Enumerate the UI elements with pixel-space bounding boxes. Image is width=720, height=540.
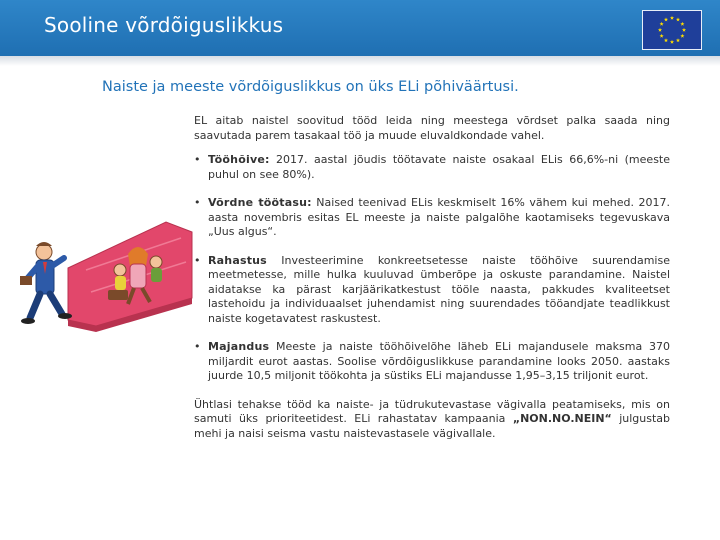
eu-star-icon: [680, 34, 684, 38]
eu-flag-icon: [642, 10, 702, 50]
bullet-item-funding: [194, 254, 670, 327]
bullet-term: Rahastus: [208, 253, 267, 267]
bullet-dot-icon: •: [194, 340, 201, 353]
bullet-dot-icon: •: [194, 196, 201, 209]
bullet-term: Võrdne töötasu:: [208, 196, 312, 209]
closing-paragraph: [194, 398, 670, 442]
header-shadow: [0, 56, 720, 66]
header-bar: [0, 0, 720, 56]
eu-star-icon: [660, 22, 664, 26]
closing-text-end: julgustab mehi ja naisi seisma vastu naistevastasele vägivallale.: [194, 412, 670, 440]
bullet-term: Tööhõive:: [208, 153, 270, 166]
subtitle: Naiste ja meeste võrdõiguslikkus on üks ELi põhiväärtusi.: [102, 79, 519, 95]
eu-star-icon: [664, 17, 668, 21]
eu-star-icon: [670, 40, 674, 44]
cartoon-race-illustration: [16, 208, 206, 358]
eu-star-icon: [658, 28, 662, 32]
bullet-text: Meeste ja naiste tööhõivelõhe läheb ELi majandusele maksma 370 miljardit eurot aastas. Soolise võrdõiguslikkuse parandamine looks 2050. aastaks juurde 10,5 miljonit töökohta ja süstiks ELi majandusse 1,95–3,15 triljonit eurot.: [208, 340, 670, 382]
bullet-list: [194, 153, 670, 384]
closing-text-start: Ühtlasi tehakse tööd ka naiste- ja tüdrukutevastase vägivalla peatamiseks, mis on samuti üks prioriteetidest. ELi rahastatav kampaania: [194, 397, 670, 425]
running-man: [20, 242, 72, 324]
content-body: [194, 114, 670, 451]
eu-star-icon: [660, 34, 664, 38]
bullet-item-employment: [194, 153, 670, 182]
eu-star-icon: [670, 16, 674, 20]
campaign-name: „NON.NO.NEIN“: [512, 412, 612, 425]
page-title: Sooline võrdõiguslikkus: [44, 13, 284, 37]
intro-paragraph: EL aitab naistel soovitud tööd leida ning meestega võrdset palka saada ning saavutada parem tasakaal töö ja muude eluvaldkondade vahel.: [194, 114, 670, 142]
bullet-text: Naised teenivad ELis keskmiselt 16% vähem kui mehed. 2017. aasta novembris esitas EL meeste ja naiste palgalõhe kaotamiseks tegevuskava „Uus algus“.: [208, 196, 670, 238]
bullet-item-economy: [194, 340, 670, 384]
bullet-item-equal-pay: [194, 196, 670, 240]
eu-star-icon: [682, 28, 686, 32]
bullet-text: Investeerimine konkreetsetesse naiste tööhõive suurendamise meetmetesse, mille hulka kuuluvad ümberõpe ja oskuste parandamine. Naistel aidatakse ka pärast karjäärikatkestust tööle naasta, pakkudes kvaliteetset lastehoidu ja individuaalset juhendamist ning suurendades tööandjate teadlikkust naiste kogetavatest raskustest.: [208, 253, 670, 325]
eu-star-icon: [680, 22, 684, 26]
eu-stars-icon: [643, 11, 701, 49]
bullet-text: 2017. aastal jõudis töötavate naiste osakaal ELis 66,6%-ni (meeste puhul on see 80%).: [208, 153, 670, 181]
eu-star-icon: [664, 38, 668, 42]
bullet-term: Majandus: [208, 340, 270, 353]
eu-star-icon: [676, 38, 680, 42]
bullet-dot-icon: •: [194, 253, 201, 267]
eu-star-icon: [676, 17, 680, 21]
bullet-dot-icon: •: [194, 153, 201, 166]
